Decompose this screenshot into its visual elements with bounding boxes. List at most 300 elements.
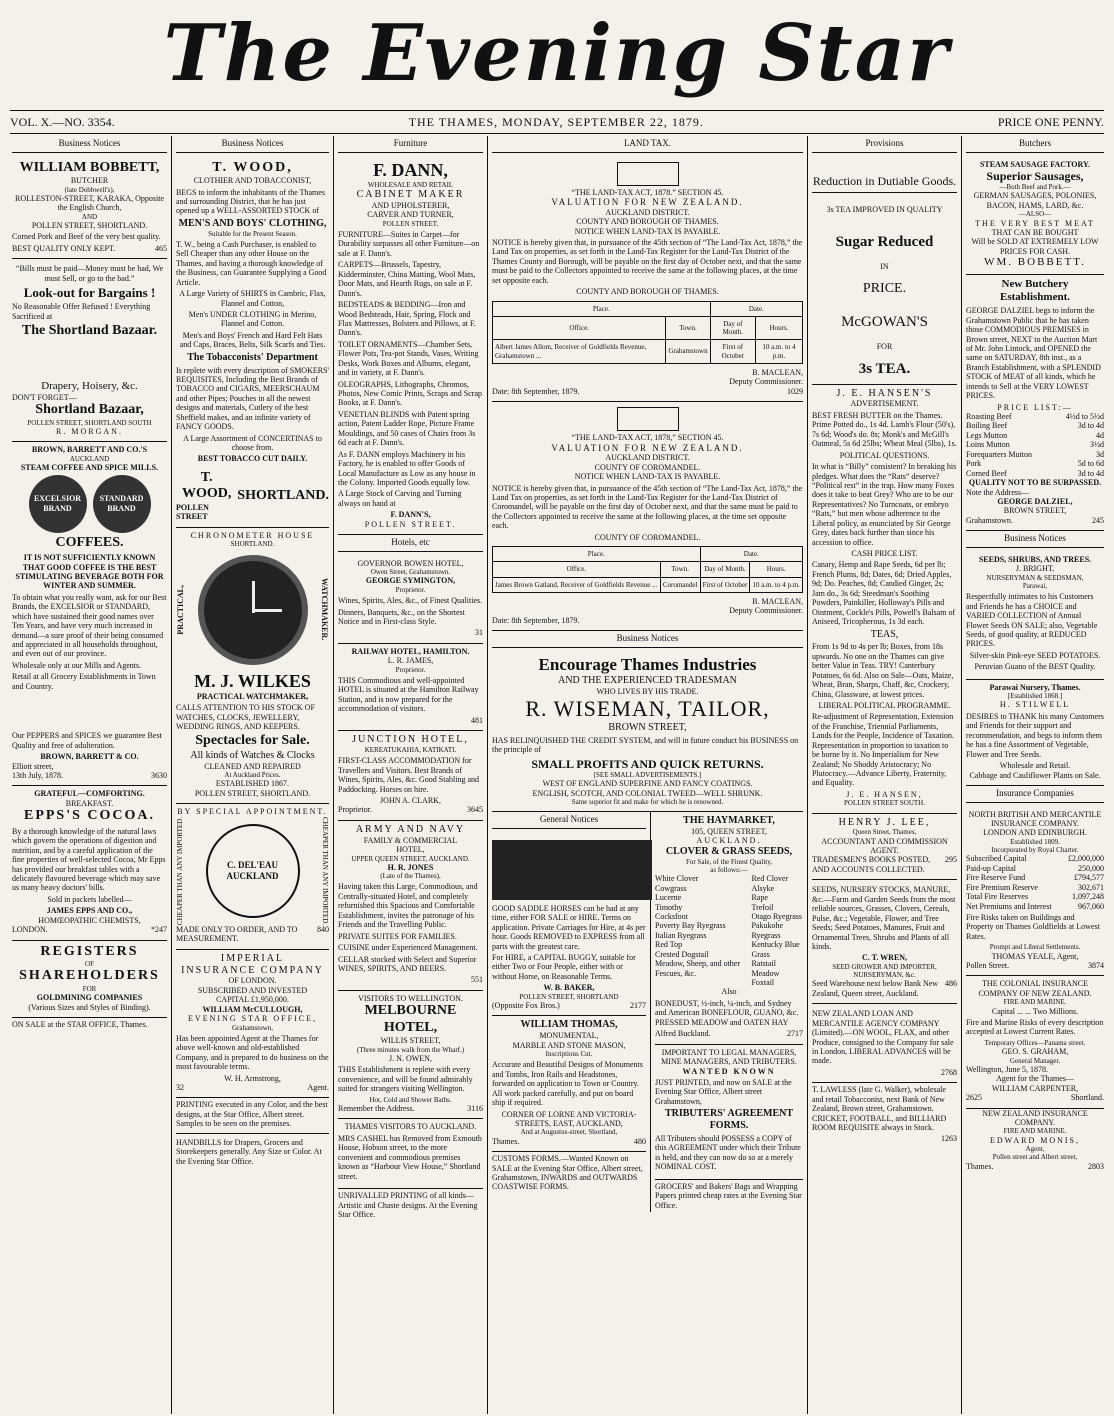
agent-text: Has been appointed Agent at the Thames for above well-known and old-established Company, and is prepared to do business on the most favourable terms.	[176, 1033, 329, 1072]
dann-carver: CARVER AND TURNER,	[367, 210, 454, 220]
railway-ref: 481	[471, 715, 483, 725]
coffees-wholesale: Wholesale only at our Mills and Agents.	[12, 660, 142, 670]
governor-ref: 31	[475, 628, 483, 638]
junction-place: KEREATUKAHIA, KATIKATI.	[364, 745, 457, 754]
section-header-general: General Notices	[492, 812, 646, 829]
sugar-price: PRICE.	[862, 281, 907, 297]
row-value: 1,097,248	[1072, 892, 1104, 902]
notice-body: NOTICE is hereby given that, in pursuance of the 45th section of “The Land-Tax Act, 1878,” the Land Tax on properties, as set forth in the Land-Tax Register for the Land-Tax District of Coromandel, will be payable on the first day of October next, and that the same must be paid to the Collectors appointed to receive the same at the following places, at the time set opposite each.	[492, 483, 803, 531]
encourage-lives: WHO LIVES BY HIS TRADE.	[596, 686, 699, 696]
hansen-cash: CASH PRICE LIST.	[851, 549, 918, 559]
newspaper-title: The Evening Star	[163, 8, 951, 99]
stilwell-ad	[966, 680, 1104, 786]
governor-address: Owen Street, Grahamstown.	[370, 568, 451, 577]
row-value: 302,671	[1078, 882, 1104, 892]
army-hotel: HOTEL,	[396, 845, 425, 855]
nb-risks: Fire Risks taken on Buildings and Property on Thames Goldfields at Lowest Rates.	[966, 913, 1100, 941]
dann-machinery: As F. DANN employs Machinery in his Factory, he is enabled to offer Goods of Local Manufacture as Low as any house in the Colony. Imported Goods equally low.	[338, 449, 476, 487]
haymarket-ref: 2717	[787, 1029, 803, 1039]
dann-ad	[338, 157, 483, 536]
wren-seeds: SEEDS, NURSERY STOCKS, MANURE, &c.—Farm and Garden Seeds from the most reliable sources, Grasses, Clovers, Cereals, Pulse, &c.; Vegetable, Flower, and Tree Seeds; Seed Potatoes, Manures, Fruit and Ornamental Trees, Shrubs and Plants of all kinds.	[812, 885, 956, 951]
wilkes-prices: At Auckland Prices.	[224, 771, 281, 780]
governor-ad	[338, 556, 483, 644]
row-label: Boiling Beef	[966, 421, 1008, 431]
price-row	[966, 450, 1104, 459]
coffee-firm: BROWN, BARRETT AND CO.'S	[31, 445, 148, 455]
bazaar-address: POLLEN STREET, SHORTLAND SOUTH	[27, 418, 152, 427]
wilkes-established: ESTABLISHED 1867.	[215, 779, 290, 789]
row-value: 3d to 4d	[1077, 468, 1104, 478]
stilwell-wholesale: Wholesale and Retail.	[999, 761, 1071, 771]
onsale-notice: ON SALE at the STAR OFFICE, Thames.	[12, 1020, 148, 1030]
wren-address: Seed Warehouse next below Bank New Zealand, Queen street, Auckland.	[812, 979, 939, 998]
dalziel-ad	[966, 275, 1104, 531]
haymarket-clover: CLOVER & GRASS SEEDS,	[665, 845, 793, 857]
column-1	[8, 136, 172, 1414]
nzins-fire: FIRE AND MARINE.	[1003, 1127, 1067, 1136]
registers-of: OF	[85, 960, 94, 969]
epps-body: By a thorough knowledge of the natural laws which govern the operations of digestion and nutrition, and by a careful application of the fine properties of well-selected Cocoa, Mr Epps has provided our breakfast tables with a delicately flavoured beverage which may save us many heavy doctors' bills.	[12, 826, 166, 893]
melbourne-baths: Hot, Cold and Shower Baths.	[369, 1095, 452, 1104]
very-best-meat: THE VERY BEST MEAT	[975, 218, 1095, 228]
ad-sub: (late Dobbwell's),	[64, 185, 115, 194]
practical-side: PRACTICAL,	[176, 584, 185, 635]
coffees-ref: 3630	[151, 770, 167, 780]
baker-ad	[492, 833, 646, 1017]
price-row	[966, 440, 1104, 449]
dalziel-street: BROWN STREET,	[1003, 506, 1067, 516]
payable-title: NOTICE WHEN LAND-TAX IS PAYABLE.	[574, 472, 721, 482]
act-title: “THE LAND-TAX ACT, 1878.” SECTION 45.	[571, 187, 724, 197]
army-ad	[338, 821, 483, 991]
coffee-mills: STEAM COFFEE AND SPICE MILLS.	[20, 463, 159, 473]
column-header: Butchers	[966, 136, 1104, 153]
lawless-ref: 1263	[941, 1134, 957, 1144]
subcolumn-left	[492, 812, 651, 1212]
parawai-title: Parawai Nursery, Thames.	[989, 682, 1081, 692]
wood-name: T. WOOD,	[212, 159, 293, 175]
thomas-corner: CORNER OF LORNE AND VICTORIA-STREETS, EAST, AUCKLAND,	[501, 1109, 637, 1129]
hansen-sig: J. E. HANSEN,	[846, 789, 923, 799]
dann-sig: F. DANN'S,	[390, 510, 431, 520]
epps-name: JAMES EPPS AND CO.,	[46, 906, 133, 916]
cashel-header: THAMES VISITORS TO AUCKLAND.	[344, 1122, 477, 1132]
hansen-address: POLLEN STREET SOUTH.	[844, 799, 925, 808]
wilkes-address: POLLEN STREET, SHORTLAND.	[194, 788, 311, 798]
wood-shirts: A Large Variety of SHIRTS in Cambric, Flax, Flannel and Cotton,	[179, 289, 326, 308]
melbourne-ad	[338, 991, 483, 1120]
thomas-ref: 480	[634, 1136, 646, 1146]
notice-date: Date: 8th September, 1879.	[492, 615, 580, 625]
agent-word: Agent.	[307, 1082, 329, 1092]
german-sausages: GERMAN SAUSAGES, POLONIES,	[973, 191, 1097, 201]
row-label: Total Fire Reserves	[966, 892, 1029, 902]
row-label: Legs Mutton	[966, 430, 1008, 440]
wiseman-address: BROWN STREET,	[608, 722, 687, 734]
thomas-body: Accurate and Beautiful Designs of Monuments and Tombs, Iron Rails and Headstones, forwarded on application to Town or Country. All work packed carefully, and put on board ship if required.	[492, 1060, 643, 1108]
nzins-agent-title: Agent,	[1025, 1145, 1045, 1154]
wren-name: C. T. WREN,	[861, 953, 908, 963]
unrivalled-notice: UNRIVALLED PRINTING of all kinds—Artistic and Chaste designs. At the Evening Star Office.	[338, 1191, 478, 1219]
made-to-order: MADE ONLY TO ORDER, AND TO MEASUREMENT.	[176, 924, 298, 944]
dann-toilet: TOILET ORNAMENTS—Chamber Sets, Flower Pots, Tea-pot Stands, Vases, Writing Desks, Work Boxes and Albums, elegant, and in variety, at F. Dann's.	[338, 339, 479, 378]
th-town: Town.	[660, 562, 700, 577]
chron-title: CHRONOMETER HOUSE	[190, 530, 315, 540]
row-value: £794,577	[1074, 873, 1104, 883]
haymarket-clover-sub: For Sale, of the Finest Quality,	[685, 857, 773, 866]
bright-role: NURSERYMAN & SEEDSMAN,	[986, 573, 1084, 582]
wren-ref: 486	[945, 979, 957, 989]
army-cellar: CELLAR stocked with Select and Superior WINES, SPIRITS, AND BEERS.	[338, 954, 477, 973]
row-value: 967,060	[1078, 901, 1104, 911]
bazaar-ad	[12, 259, 167, 442]
nzins-agent: EDWARD MONIS,	[990, 1135, 1080, 1145]
beef-pork: —Both Beef and Pork.—	[999, 183, 1071, 192]
column-header: Furniture	[338, 136, 483, 153]
hansen-political: POLITICAL QUESTIONS.	[839, 450, 930, 460]
junction-ref: 3645	[467, 805, 483, 815]
wren-ad	[812, 880, 957, 1004]
haymarket-also: Also	[721, 987, 737, 997]
wilkes-role: PRACTICAL WATCHMAKER,	[196, 691, 309, 701]
row-value: 4½d to 5½d	[1065, 412, 1104, 422]
imperial-london: OF LONDON.	[228, 976, 277, 986]
lee-ad	[812, 814, 957, 881]
nb-agent-street: Pollen Street.	[966, 961, 1010, 971]
row-label: Pork	[966, 459, 982, 469]
thomas-ad	[492, 1016, 646, 1152]
wren-role-2: NURSERYMAN, &c.	[853, 971, 916, 980]
th-place: Place.	[493, 547, 701, 562]
masthead	[0, 0, 1114, 108]
wood-suitable: Suitable for the Present Season.	[208, 229, 297, 238]
epps-ad	[12, 786, 167, 940]
notice-body: NOTICE is hereby given that, in pursuance of the 45th section of “The Land-Tax Act, 1878,” the Land Tax on properties, as set forth in the Land-Tax Register for the Land-Tax District of the Thames County and Borough, will be payable on the first day of October next, and that the same must be paid to the Collectors appointed to receive the same at the following places, at the time set opposite each.	[492, 237, 803, 285]
price-list	[966, 412, 1104, 478]
army-address: UPPER QUEEN STREET, AUCKLAND.	[351, 854, 470, 863]
th-office: Office.	[493, 562, 661, 577]
imperial-insurance: INSURANCE COMPANY	[181, 964, 324, 976]
tobacco-header: The Tobacconists' Department	[187, 351, 318, 363]
coffee-place: AUCKLAND	[69, 454, 110, 463]
haymarket-bonedust: BONEDUST, ½-inch, ¼-inch, and Sydney and American BONEFLOUR, GUANO, &c. PRESSED MEADOW and OATEN HAY	[655, 998, 799, 1027]
colonial-ref: 2625	[966, 1093, 982, 1103]
epps-sold: Sold in packets labelled—	[47, 894, 132, 904]
haymarket-name: THE HAYMARKET,	[683, 815, 775, 827]
row-label: Paid-up Capital	[966, 863, 1016, 873]
reduction-title: Reduction in Dutiable Goods.	[812, 173, 957, 188]
column-header: Business Notices	[176, 136, 329, 153]
notice-ref: 1029	[787, 386, 803, 396]
new-butchery: New Butchery Establishment.	[1000, 278, 1070, 304]
registers-title: REGISTERS	[40, 943, 139, 959]
governor-wines: Wines, Spirits, Ales, &c., of Finest Qualities.	[338, 596, 483, 606]
junction-prop: Proprietor.	[338, 805, 372, 815]
seed-item: Trefoil	[751, 902, 774, 912]
army-private: PRIVATE SUITES FOR FAMILIES.	[338, 931, 457, 941]
nzins-ad	[966, 1109, 1104, 1172]
nb-agent: THOMAS YEALE, Agent,	[991, 951, 1079, 961]
haymarket-owner: Alfred Buckland.	[655, 1029, 711, 1039]
seed-item: Red Top	[655, 940, 683, 950]
sugar-in: IN	[880, 261, 889, 271]
bazaar-drapery: Drapery, Hoisery, &c.	[41, 379, 138, 392]
colonial-agent-label: Agent for the Thames—	[996, 1074, 1074, 1084]
seed-item: Rape	[751, 893, 768, 903]
wiseman-relinquished: HAS RELINQUISHED THE CREDIT SYSTEM, and will in future conduct his BUSINESS on the principle of	[492, 735, 799, 755]
colonial-title: THE COLONIAL INSURANCE COMPANY OF NEW ZEALAND.	[978, 979, 1092, 998]
dann-sig-address: POLLEN STREET.	[364, 519, 457, 529]
tributers-wanted: WANTED KNOWN	[682, 1066, 776, 1076]
governor-owner: GEORGE SYMINGTON,	[365, 576, 456, 586]
wood-street: POLLEN STREET	[176, 502, 209, 522]
dann-name: F. DANN,	[373, 159, 448, 180]
army-ref: 551	[471, 975, 483, 985]
registers-styles: (Various Sizes and Styles of Binding).	[28, 1002, 151, 1012]
section-header-insurance: Insurance Companies	[966, 786, 1104, 803]
handbills-notice: HANDBILLS for Drapers, Grocers and Storekeepers generally. Any Size or Color. At the Evening Star Office.	[176, 1137, 322, 1166]
baker-saddle: GOOD SADDLE HORSES can be had at any time, either FOR SALE or HIRE. Terms on application. Private Carriages for Hire, at 4s per hour. Goods REMOVED to EXPRESS from all parts with the greatest care.	[492, 903, 646, 951]
sugar-reduced: Sugar Reduced	[835, 234, 934, 251]
imperial-ad	[176, 950, 329, 1099]
note-address: Note the Address—	[966, 487, 1030, 497]
wood-ad	[176, 157, 329, 528]
registers-ad	[12, 941, 167, 1018]
agent-num: 32	[176, 1082, 184, 1092]
thomas-inscriptions: Inscriptions Cut.	[545, 1050, 593, 1059]
hansen-political-body: In what is “Billy” consistent? In breaking his pledges. What does the “Rats” deserve? “Political rest” in the trap. How many Foxes does it take to beat Grey? Who are to be our Representatives? No Turncoats, or embryo “Rats,” but men whose adherence to the Liberal policy, as enunciated by Sir George Grey, dates back further than since his accession to office.	[812, 462, 957, 547]
column-6	[962, 136, 1108, 1414]
wood-role: CLOTHIER AND TOBACCONIST,	[193, 176, 312, 186]
colonial-agent: WILLIAM CARPENTER,	[991, 1083, 1079, 1093]
ad-tag: BEST QUALITY ONLY KEPT.	[12, 243, 116, 253]
registers-for: FOR	[82, 984, 97, 993]
special-appointment: BY SPECIAL APPOINTMENT.	[177, 807, 328, 817]
nb-estab: Established 1809.	[1010, 837, 1060, 846]
army-body: Having taken this Large, Commodious, and Centrally-situated Hotel, and completely refurnished this Spacious and Comfortable Establishment, invites the patronage of his Friends and the Travelling Public.	[338, 882, 478, 930]
wren-role: SEED GROWER AND IMPORTER,	[832, 962, 937, 971]
baker-opposite: (Opposite Fox Bros.)	[492, 1001, 560, 1011]
bazaar-dont-forget: DON'T FORGET—	[12, 392, 77, 402]
coffees-title: COFFEES.	[55, 534, 124, 550]
stilwell-name: H. STILWELL	[999, 700, 1071, 710]
row-label: Fire Premium Reserve	[966, 882, 1038, 892]
cell-office: Albert James Allom, Receiver of Goldfields Revenue, Grahamstown ...	[493, 340, 666, 364]
coffees-date: 13th July, 1878.	[12, 770, 64, 780]
figure-row	[966, 883, 1104, 892]
hansen-liberal: LIBERAL POLITICAL PROGRAMME.	[818, 700, 951, 710]
colonial-ad	[966, 976, 1104, 1108]
bright-ad	[966, 552, 1104, 680]
agent-office: EVENING STAR OFFICE,	[188, 1014, 317, 1024]
district-title: AUCKLAND DISTRICT.	[605, 453, 690, 463]
hansen-butter: BEST FRESH BUTTER on the Thames. Prime Potted do., 1s 4d. Lamb's Flour (50's), 7s 6d; Wood's do. 8s; Monk's and McGill's Oatmeal, 5s 6d 25lbs; Wheat Meal (5lbs), 1s.	[812, 410, 957, 449]
valuation-title: VALUATION FOR NEW ZEALAND.	[551, 442, 744, 453]
wilkes-repaired: CLEANED AND REPAIRED	[204, 761, 301, 771]
colonial-manager-title: General Manager.	[1009, 1056, 1061, 1065]
cashel-body: MRS CASHEL has Removed from Exmouth House, Hobson street, to the more convenient and commodious premises known as “Harbour View House,” Shortland street.	[338, 1133, 482, 1181]
wellington-header: VISITORS TO WELLINGTON.	[358, 993, 463, 1003]
row-label: Fire Reserve Fund	[966, 873, 1026, 883]
seed-item: Poverty Bay Ryegrass	[655, 921, 726, 931]
seed-item: Meadow, Sheep, and other Fescues, &c.	[655, 959, 741, 978]
bright-name: J. BRIGHT,	[1015, 564, 1055, 574]
row-value: 4d	[1096, 430, 1104, 440]
county-title: COUNTY AND BOROUGH OF THAMES.	[576, 217, 719, 227]
imperial-title: IMPERIAL	[220, 952, 285, 964]
hansen-ad	[812, 385, 957, 814]
dann-furniture: FURNITURE—Suites in Carpet—for Durability surpasses all other Furniture—on sale at F. Dann's.	[338, 230, 480, 258]
horse-cart-icon	[492, 840, 652, 900]
column-header: Business Notices	[12, 136, 167, 153]
commissioner-name: B. MACLEAN,	[752, 367, 803, 377]
ad-role: BUTCHER	[70, 176, 109, 186]
superior-sausages: Superior Sausages,	[986, 169, 1084, 184]
seed-item: White Clover	[655, 874, 699, 884]
seed-item: Cocksfoot	[655, 911, 688, 921]
railway-owner: L. R. JAMES,	[387, 656, 434, 666]
seeds-list-left	[655, 874, 751, 987]
thomas-town: Thames.	[492, 1136, 520, 1146]
seeds-list-right	[751, 874, 803, 987]
row-label: Loins Mutton	[966, 440, 1010, 450]
baker-address: POLLEN STREET, SHORTLAND	[519, 992, 619, 1001]
hansen-liberal-body: Re-adjustment of Representation, Extension of the Franchise, Triennial Parliaments, Lands for the People, Incidence of Taxation. Representation in proportion to taxation to be borne by it. No Imperialism for New Zealand; No Shoddy Aristocracy; No Plutocracy.—Advance Liberty, Fraternity, and Equality.	[812, 712, 954, 788]
parawai-estab: [Established 1868.]	[1007, 692, 1063, 701]
junction-owner: JOHN A. CLARK,	[380, 795, 441, 805]
deleau-ad	[176, 804, 329, 949]
wilkes-name: M. J. WILKES	[194, 670, 311, 691]
price-row	[966, 412, 1104, 421]
place-date: THE THAMES, MONDAY, SEPTEMBER 22, 1879.	[408, 114, 704, 129]
th-day: Day of Month.	[700, 562, 750, 577]
tobacco-daily: BEST TOBACCO CUT DAILY.	[197, 454, 308, 464]
row-label: Corned Beef	[966, 468, 1007, 478]
colonial-fire: FIRE AND MARINE.	[1003, 998, 1067, 1007]
tributers-forms: TRIBUTERS' AGREEMENT FORMS.	[664, 1108, 794, 1132]
registers-shareholders: SHAREHOLDERS	[19, 968, 160, 984]
ad-title: WILLIAM BOBBETT,	[19, 159, 160, 175]
bazaar-name: Shortland Bazaar,	[35, 402, 144, 418]
coffees-body: To obtain what you really want, ask for our Best Brands, the EXCELSIOR or STANDARD, which have sustained their good names over Ten Years, and have very much increased in demand—a sure proof of their being consumed and appreciated in all households throughout, and even out of our province.	[12, 592, 167, 659]
wood-under: Men's UNDER CLOTHING in Merino, Flannel and Cotton.	[188, 309, 317, 329]
excelsior-brand-badge: EXCELSIOR BRAND	[29, 475, 87, 533]
bazaar-owner: R. MORGAN.	[56, 427, 123, 437]
dann-large-stock: A Large Stock of Carving and Turning always on hand at	[338, 489, 462, 508]
seed-item: Red Clover	[751, 874, 789, 884]
bobbett-sig: WM. BOBBETT.	[984, 256, 1086, 269]
tea-improved: 3s TEA IMPROVED IN QUALITY	[826, 204, 943, 214]
wiseman-superior: Same superior fit and make for which he is renowned.	[571, 798, 724, 806]
epps-breakfast: BREAKFAST.	[65, 798, 114, 808]
imperial-capital: CAPITAL £1,950,000.	[216, 995, 289, 1005]
cashel-ad	[338, 1119, 483, 1189]
also: —ALSO—	[1018, 210, 1052, 219]
haymarket-city: AUCKLAND.	[696, 836, 762, 846]
melbourne-body: THIS Establishment is replete with every convenience, and will be found admirably suited for strangers visiting Wellington.	[338, 1065, 473, 1094]
row-label: Net Premiums and Interest	[966, 901, 1052, 911]
dann-cabinet: CABINET MAKER	[356, 189, 465, 201]
coffees-firm-sig: BROWN, BARRETT & CO.	[40, 752, 139, 762]
wood-body: BEGS to inform the inhabitants of the Thames and surrounding District, that he has just opened up a WELL-ASSORTED STOCK of	[176, 187, 325, 216]
column-2	[172, 136, 334, 1414]
grocers-notice: GROCERS' and Bakers' Bags and Wrapping Papers printed cheap rates at the Evening Star Office.	[655, 1181, 802, 1210]
quality-note: QUALITY NOT TO BE SURPASSED.	[968, 478, 1102, 488]
dalziel-town: Grahamstown.	[966, 515, 1013, 525]
lawless-notice: T. LAWLESS (late G. Walker), wholesale and retail Tobacconist, next Bank of New Zealand, Brown street, Grahamstown. CRICKET, FOOTBALL, and BILLIARD ROOM REQUISITE always in Stock.	[812, 1085, 947, 1133]
junction-ad	[338, 731, 483, 821]
cell-town: Coromandel	[660, 577, 700, 592]
wiseman-west: WEST OF ENGLAND SUPERFINE AND FANCY COATINGS.	[542, 779, 753, 789]
melbourne-owner: J. N. OWEN,	[389, 1054, 432, 1063]
seed-item: Pakukohe Ryegrass	[751, 921, 784, 940]
colonial-place: Shortland.	[1070, 1093, 1104, 1103]
cell-hours: 10 a.m. to 4 p.m.	[756, 340, 803, 364]
seed-item: Kentucky Blue Grass	[751, 940, 800, 959]
bobbett-ad	[12, 157, 167, 260]
dann-sub: WHOLESALE AND RETAIL	[367, 180, 454, 189]
colonial-capital: Capital ... ... Two Millions.	[991, 1006, 1079, 1016]
tobacco-body: Is replete with every description of SMOKERS' REQUISITES, Including the Best Brands of TOBACCO and CIGARS, MEERSCHAUM and other Pipes; Pouches in all the newest designs and materials, Cutlery of the best Sheffield makes, and an infinite variety of FANCY GOODS.	[176, 365, 329, 432]
dann-address: POLLEN STREET.	[382, 219, 439, 228]
seed-item: Ratstail	[751, 959, 776, 969]
seal-icon: C. DEL'EAU AUCKLAND	[206, 824, 300, 918]
baker-ref: 2177	[630, 1001, 646, 1011]
haymarket-address: 105, QUEEN STREET,	[691, 827, 767, 837]
figure-row	[966, 854, 1104, 863]
railway-name: RAILWAY HOTEL, HAMILTON.	[351, 646, 470, 656]
row-value: £2,000,000	[1068, 854, 1104, 864]
row-label: Subscribed Capital	[966, 854, 1027, 864]
railway-prop: Proprietor.	[395, 665, 426, 674]
ad-address-2: POLLEN STREET, SHORTLAND.	[31, 220, 148, 230]
dalziel-name: GEORGE DALZIEL,	[997, 496, 1073, 506]
seed-item: Italian Ryegrass	[655, 930, 707, 940]
row-value: 3½d	[1090, 440, 1104, 450]
army-cuisine: CUISINE under Experienced Management.	[338, 943, 478, 953]
wiseman-small-profits: SMALL PROFITS AND QUICK RETURNS.	[531, 756, 764, 771]
tobacco-concertinas: A Large Assortment of CONCERTINAS to choose from.	[183, 433, 322, 453]
mcgowan-tea: 3s TEA.	[858, 360, 911, 377]
volume-number: VOL. X.—NO. 3354.	[10, 114, 115, 129]
th-date: Date.	[710, 301, 802, 316]
colonial-manager: GEO. S. GRAHAM,	[1001, 1047, 1069, 1057]
nzins-title: NEW ZEALAND INSURANCE COMPANY.	[982, 1108, 1088, 1128]
melbourne-name: MELBOURNE HOTEL,	[364, 1003, 457, 1035]
hansen-advert: ADVERTISEMENT.	[850, 399, 919, 409]
nzins-address: Pollen street and Albert street,	[992, 1153, 1078, 1162]
royal-crest-icon	[617, 162, 679, 186]
colonial-temporary: Temporary Offices—Panama street.	[984, 1038, 1086, 1047]
price-row	[966, 431, 1104, 440]
encourage-title: Encourage Thames Industries	[538, 654, 757, 674]
melbourne-ref: 3116	[467, 1104, 483, 1113]
th-hours: Hours.	[756, 316, 803, 340]
lee-books: TRADESMEN'S BOOKS POSTED, AND ACCOUNTS COLLECTED.	[812, 855, 931, 874]
printing-notice: PRINTING executed in any Color, and the best designs, at the Star Office, Albert street. Samples to be seen on the premises.	[176, 1100, 328, 1129]
made-ref: 840	[317, 924, 329, 934]
ad-ref: 465	[155, 243, 167, 253]
nb-charter: Incorporated by Royal Charter.	[991, 846, 1079, 855]
section-header-business: Business Notices	[966, 531, 1104, 548]
thomas-marble: MARBLE AND STONE MASON,	[512, 1040, 626, 1050]
hansen-teas-body: From 1s 9d to 4s per lb; Boxes, from 18s upwards. No one on the Thames can give better Value in Teas. TRY! Canterbury Potatoes, 6s 6d. Also on Sale—Oats, Maize, Wheat, Bran, Sharps, Chaff, &c, Crockery, China, Glassware, at lowest prices.	[812, 642, 954, 699]
wood-mens: MEN'S AND BOYS' CLOTHING,	[178, 217, 327, 229]
coffees-retail: Retail at all Grocery Establishments in Town and Country.	[12, 672, 156, 691]
wilkes-body: CALLS ATTENTION TO HIS STOCK OF WATCHES, CLOCKS, JEWELLERY, WEDDING RINGS, AND KEEPERS.	[176, 703, 315, 732]
coffees-peppers: Our PEPPERS and SPICES we guarantee Best Quality and free of adulteration.	[12, 731, 162, 750]
seed-item: Cowgrass	[655, 883, 687, 893]
